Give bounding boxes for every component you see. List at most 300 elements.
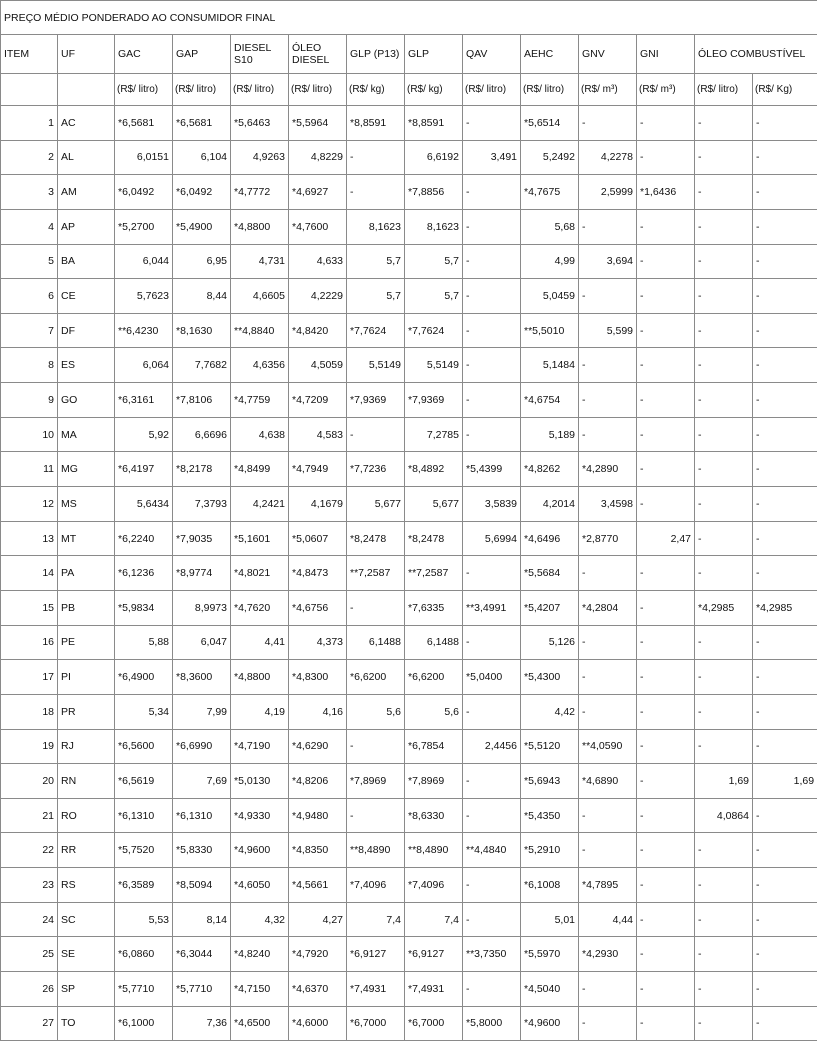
price-cell: *6,5619 bbox=[115, 764, 173, 799]
price-cell: - bbox=[579, 556, 637, 591]
table-row bbox=[1, 625, 817, 660]
price-cell: 5,6 bbox=[405, 694, 463, 729]
price-cell: - bbox=[463, 348, 521, 383]
price-cell: *4,6290 bbox=[289, 729, 347, 764]
price-cell: 6,1488 bbox=[347, 625, 405, 660]
price-cell: 4,583 bbox=[289, 417, 347, 452]
table-row bbox=[1, 106, 817, 141]
price-cell: *4,9600 bbox=[521, 1006, 579, 1041]
price-cell: 5,677 bbox=[405, 487, 463, 522]
price-cell: *7,4096 bbox=[347, 868, 405, 903]
price-cell: - bbox=[347, 140, 405, 175]
price-cell: - bbox=[463, 209, 521, 244]
price-cell: *6,6200 bbox=[405, 660, 463, 695]
price-cell: - bbox=[753, 417, 817, 452]
price-cell: - bbox=[637, 902, 695, 937]
price-cell: *4,6500 bbox=[231, 1006, 289, 1041]
table-row bbox=[1, 868, 817, 903]
price-cell: *5,0607 bbox=[289, 521, 347, 556]
price-cell: - bbox=[579, 279, 637, 314]
price-cell: - bbox=[695, 279, 753, 314]
price-cell: *6,1310 bbox=[173, 798, 231, 833]
price-cell: - bbox=[753, 798, 817, 833]
price-cell: 6,0151 bbox=[115, 140, 173, 175]
price-cell: *4,2804 bbox=[579, 590, 637, 625]
price-cell: - bbox=[753, 209, 817, 244]
price-cell: 7,36 bbox=[173, 1006, 231, 1041]
price-cell: 6,104 bbox=[173, 140, 231, 175]
price-cell: *6,6200 bbox=[347, 660, 405, 695]
price-cell: 6,6192 bbox=[405, 140, 463, 175]
uf-cell: TO bbox=[58, 1006, 115, 1041]
price-cell: - bbox=[695, 729, 753, 764]
price-cell: *5,1601 bbox=[231, 521, 289, 556]
price-cell: - bbox=[637, 487, 695, 522]
price-cell: - bbox=[347, 590, 405, 625]
price-cell: *4,9330 bbox=[231, 798, 289, 833]
price-cell: 8,1623 bbox=[347, 209, 405, 244]
price-cell: *6,3589 bbox=[115, 868, 173, 903]
uf-cell: PA bbox=[58, 556, 115, 591]
table-row bbox=[1, 521, 817, 556]
price-cell: - bbox=[695, 660, 753, 695]
table-row bbox=[1, 417, 817, 452]
header-aehc: AEHC bbox=[521, 35, 579, 74]
item-number: 18 bbox=[1, 694, 58, 729]
price-cell: *5,6514 bbox=[521, 106, 579, 141]
price-cell: - bbox=[637, 868, 695, 903]
price-cell: 5,6 bbox=[347, 694, 405, 729]
price-cell: - bbox=[463, 764, 521, 799]
unit-cell: (R$/ litro) bbox=[695, 74, 753, 106]
item-number: 23 bbox=[1, 868, 58, 903]
price-cell: *7,7624 bbox=[405, 313, 463, 348]
table-row bbox=[1, 937, 817, 972]
price-cell: - bbox=[637, 729, 695, 764]
price-cell: - bbox=[579, 417, 637, 452]
price-cell: *7,7624 bbox=[347, 313, 405, 348]
price-cell: *6,7000 bbox=[405, 1006, 463, 1041]
price-cell: *7,9369 bbox=[405, 383, 463, 418]
price-cell: - bbox=[637, 937, 695, 972]
price-cell: - bbox=[753, 868, 817, 903]
header-item: ITEM bbox=[1, 35, 58, 74]
unit-cell: (R$/ Kg) bbox=[753, 74, 817, 106]
price-cell: 6,044 bbox=[115, 244, 173, 279]
item-number: 1 bbox=[1, 106, 58, 141]
price-cell: - bbox=[637, 590, 695, 625]
item-number: 15 bbox=[1, 590, 58, 625]
price-cell: - bbox=[753, 452, 817, 487]
price-cell: *4,7209 bbox=[289, 383, 347, 418]
price-cell: *4,9600 bbox=[231, 833, 289, 868]
uf-cell: DF bbox=[58, 313, 115, 348]
price-cell: 8,9973 bbox=[173, 590, 231, 625]
price-cell: *8,6330 bbox=[405, 798, 463, 833]
price-cell: *6,0492 bbox=[173, 175, 231, 210]
unit-cell bbox=[1, 74, 58, 106]
header-oleo-combustivel: ÓLEO COMBUSTÍVEL bbox=[695, 35, 817, 74]
price-cell: - bbox=[753, 487, 817, 522]
price-cell: *4,7920 bbox=[289, 937, 347, 972]
price-cell: 7,4 bbox=[347, 902, 405, 937]
units-row bbox=[1, 74, 817, 106]
price-cell: *5,2910 bbox=[521, 833, 579, 868]
price-cell: - bbox=[579, 383, 637, 418]
uf-cell: CE bbox=[58, 279, 115, 314]
price-cell: *4,8262 bbox=[521, 452, 579, 487]
price-cell: *6,1000 bbox=[115, 1006, 173, 1041]
table-row bbox=[1, 487, 817, 522]
price-cell: *5,8000 bbox=[463, 1006, 521, 1041]
price-cell: *8,8591 bbox=[347, 106, 405, 141]
price-cell: *6,6990 bbox=[173, 729, 231, 764]
price-cell: - bbox=[637, 694, 695, 729]
price-cell: 4,2014 bbox=[521, 487, 579, 522]
price-cell: *4,6000 bbox=[289, 1006, 347, 1041]
price-cell: - bbox=[753, 972, 817, 1007]
header-gac: GAC bbox=[115, 35, 173, 74]
header-glp: GLP bbox=[405, 35, 463, 74]
price-cell: 5,189 bbox=[521, 417, 579, 452]
price-cell: *4,7759 bbox=[231, 383, 289, 418]
price-cell: 5,53 bbox=[115, 902, 173, 937]
price-cell: *6,2240 bbox=[115, 521, 173, 556]
table-row bbox=[1, 313, 817, 348]
price-cell: *4,6756 bbox=[289, 590, 347, 625]
unit-cell bbox=[58, 74, 115, 106]
price-cell: - bbox=[753, 244, 817, 279]
price-cell: - bbox=[463, 244, 521, 279]
price-cell: *7,8856 bbox=[405, 175, 463, 210]
price-cell: *6,1310 bbox=[115, 798, 173, 833]
price-cell: 3,694 bbox=[579, 244, 637, 279]
price-cell: **6,4230 bbox=[115, 313, 173, 348]
item-number: 19 bbox=[1, 729, 58, 764]
price-cell: - bbox=[695, 902, 753, 937]
uf-cell: AC bbox=[58, 106, 115, 141]
price-cell: - bbox=[463, 279, 521, 314]
price-cell: - bbox=[463, 625, 521, 660]
price-cell: *4,7895 bbox=[579, 868, 637, 903]
price-cell: - bbox=[579, 694, 637, 729]
price-cell: - bbox=[637, 556, 695, 591]
price-cell: *1,6436 bbox=[637, 175, 695, 210]
price-cell: *6,7000 bbox=[347, 1006, 405, 1041]
price-cell: *2,8770 bbox=[579, 521, 637, 556]
price-cell: - bbox=[463, 383, 521, 418]
price-cell: *4,8350 bbox=[289, 833, 347, 868]
price-cell: *4,8420 bbox=[289, 313, 347, 348]
unit-cell: (R$/ m³) bbox=[579, 74, 637, 106]
price-cell: 1,69 bbox=[753, 764, 817, 799]
price-cell: - bbox=[695, 140, 753, 175]
price-cell: 5,6994 bbox=[463, 521, 521, 556]
price-cell: - bbox=[695, 209, 753, 244]
price-cell: *7,8969 bbox=[347, 764, 405, 799]
price-cell: - bbox=[753, 694, 817, 729]
table-row bbox=[1, 556, 817, 591]
price-cell: *8,2178 bbox=[173, 452, 231, 487]
table-row bbox=[1, 833, 817, 868]
price-cell: *7,7236 bbox=[347, 452, 405, 487]
price-cell: *7,9369 bbox=[347, 383, 405, 418]
price-cell: 5,92 bbox=[115, 417, 173, 452]
price-cell: - bbox=[347, 798, 405, 833]
table-row bbox=[1, 694, 817, 729]
price-cell: 7,99 bbox=[173, 694, 231, 729]
price-cell: **8,4890 bbox=[347, 833, 405, 868]
price-cell: 8,44 bbox=[173, 279, 231, 314]
price-cell: - bbox=[753, 556, 817, 591]
unit-cell: (R$/ litro) bbox=[289, 74, 347, 106]
price-cell: *7,8969 bbox=[405, 764, 463, 799]
header-gap: GAP bbox=[173, 35, 231, 74]
price-cell: - bbox=[637, 244, 695, 279]
price-cell: 4,5059 bbox=[289, 348, 347, 383]
price-cell: 5,01 bbox=[521, 902, 579, 937]
price-cell: - bbox=[637, 383, 695, 418]
price-cell: 4,41 bbox=[231, 625, 289, 660]
table-row bbox=[1, 798, 817, 833]
price-cell: *4,8021 bbox=[231, 556, 289, 591]
price-cell: - bbox=[637, 833, 695, 868]
price-cell: *8,2478 bbox=[347, 521, 405, 556]
price-cell: *4,2930 bbox=[579, 937, 637, 972]
price-cell: 4,1679 bbox=[289, 487, 347, 522]
item-number: 22 bbox=[1, 833, 58, 868]
price-cell: 5,5149 bbox=[347, 348, 405, 383]
price-cell: - bbox=[579, 625, 637, 660]
price-cell: 7,2785 bbox=[405, 417, 463, 452]
price-cell: - bbox=[753, 902, 817, 937]
price-cell: *5,4207 bbox=[521, 590, 579, 625]
price-cell: - bbox=[753, 937, 817, 972]
price-cell: - bbox=[463, 972, 521, 1007]
price-cell: *7,4096 bbox=[405, 868, 463, 903]
price-cell: *4,8473 bbox=[289, 556, 347, 591]
header-qav: QAV bbox=[463, 35, 521, 74]
price-cell: - bbox=[579, 209, 637, 244]
price-cell: *4,9480 bbox=[289, 798, 347, 833]
price-cell: *4,8800 bbox=[231, 660, 289, 695]
uf-cell: MS bbox=[58, 487, 115, 522]
price-cell: - bbox=[695, 521, 753, 556]
price-cell: 4,373 bbox=[289, 625, 347, 660]
price-cell: - bbox=[579, 972, 637, 1007]
price-cell: - bbox=[753, 348, 817, 383]
price-cell: - bbox=[753, 313, 817, 348]
uf-cell: RO bbox=[58, 798, 115, 833]
price-cell: 5,7 bbox=[347, 279, 405, 314]
header-oleo-diesel: ÓLEO DIESEL bbox=[289, 35, 347, 74]
price-cell: 6,95 bbox=[173, 244, 231, 279]
price-cell: *4,7150 bbox=[231, 972, 289, 1007]
price-cell: *4,7600 bbox=[289, 209, 347, 244]
unit-cell: (R$/ litro) bbox=[173, 74, 231, 106]
uf-cell: RJ bbox=[58, 729, 115, 764]
price-cell: *5,4300 bbox=[521, 660, 579, 695]
price-cell: - bbox=[753, 660, 817, 695]
uf-cell: MT bbox=[58, 521, 115, 556]
price-cell: 5,88 bbox=[115, 625, 173, 660]
price-cell: - bbox=[637, 1006, 695, 1041]
item-number: 4 bbox=[1, 209, 58, 244]
item-number: 9 bbox=[1, 383, 58, 418]
price-cell: - bbox=[753, 140, 817, 175]
uf-cell: PB bbox=[58, 590, 115, 625]
price-cell: **8,4890 bbox=[405, 833, 463, 868]
price-cell: *4,2890 bbox=[579, 452, 637, 487]
price-cell: - bbox=[695, 313, 753, 348]
price-cell: *4,8240 bbox=[231, 937, 289, 972]
price-cell: - bbox=[579, 833, 637, 868]
price-cell: - bbox=[637, 625, 695, 660]
price-cell: - bbox=[753, 729, 817, 764]
price-cell: 2,4456 bbox=[463, 729, 521, 764]
price-cell: *7,4931 bbox=[347, 972, 405, 1007]
price-cell: - bbox=[695, 417, 753, 452]
price-cell: *4,6927 bbox=[289, 175, 347, 210]
uf-cell: PR bbox=[58, 694, 115, 729]
price-cell: *4,5040 bbox=[521, 972, 579, 1007]
price-cell: - bbox=[463, 798, 521, 833]
price-cell: 4,0864 bbox=[695, 798, 753, 833]
price-cell: *6,9127 bbox=[347, 937, 405, 972]
header-diesel-s10: DIESEL S10 bbox=[231, 35, 289, 74]
header-glp-p13: GLP (P13) bbox=[347, 35, 405, 74]
price-cell: - bbox=[579, 1006, 637, 1041]
price-cell: 4,9263 bbox=[231, 140, 289, 175]
price-cell: - bbox=[695, 625, 753, 660]
price-cell: 6,047 bbox=[173, 625, 231, 660]
uf-cell: MG bbox=[58, 452, 115, 487]
price-cell: *4,2985 bbox=[695, 590, 753, 625]
price-cell: - bbox=[579, 348, 637, 383]
price-cell: *4,6370 bbox=[289, 972, 347, 1007]
uf-cell: AL bbox=[58, 140, 115, 175]
price-cell: - bbox=[347, 729, 405, 764]
table-row bbox=[1, 348, 817, 383]
price-cell: - bbox=[753, 1006, 817, 1041]
price-cell: - bbox=[753, 833, 817, 868]
price-cell: *6,3044 bbox=[173, 937, 231, 972]
item-number: 25 bbox=[1, 937, 58, 972]
price-cell: *5,4900 bbox=[173, 209, 231, 244]
price-cell: 5,0459 bbox=[521, 279, 579, 314]
price-cell: *5,4350 bbox=[521, 798, 579, 833]
price-cell: 8,1623 bbox=[405, 209, 463, 244]
price-cell: *4,7190 bbox=[231, 729, 289, 764]
item-number: 7 bbox=[1, 313, 58, 348]
table-row bbox=[1, 383, 817, 418]
price-cell: *4,2985 bbox=[753, 590, 817, 625]
price-cell: *6,9127 bbox=[405, 937, 463, 972]
price-cell: - bbox=[579, 106, 637, 141]
price-cell: 4,6605 bbox=[231, 279, 289, 314]
price-cell: - bbox=[753, 175, 817, 210]
price-cell: *5,9834 bbox=[115, 590, 173, 625]
uf-cell: RN bbox=[58, 764, 115, 799]
price-cell: *8,4892 bbox=[405, 452, 463, 487]
price-cell: 4,2278 bbox=[579, 140, 637, 175]
price-cell: - bbox=[463, 556, 521, 591]
price-cell: 5,7 bbox=[347, 244, 405, 279]
item-number: 5 bbox=[1, 244, 58, 279]
table-row bbox=[1, 175, 817, 210]
price-cell: - bbox=[695, 348, 753, 383]
price-cell: 5,1484 bbox=[521, 348, 579, 383]
price-cell: *8,2478 bbox=[405, 521, 463, 556]
price-cell: - bbox=[463, 313, 521, 348]
uf-cell: PE bbox=[58, 625, 115, 660]
price-cell: 5,34 bbox=[115, 694, 173, 729]
price-cell: 6,6696 bbox=[173, 417, 231, 452]
item-number: 3 bbox=[1, 175, 58, 210]
unit-cell: (R$/ kg) bbox=[347, 74, 405, 106]
item-number: 14 bbox=[1, 556, 58, 591]
price-cell: *5,7520 bbox=[115, 833, 173, 868]
price-cell: 3,4598 bbox=[579, 487, 637, 522]
unit-cell: (R$/ litro) bbox=[521, 74, 579, 106]
price-cell: *5,5964 bbox=[289, 106, 347, 141]
price-cell: *5,4399 bbox=[463, 452, 521, 487]
price-cell: *5,5684 bbox=[521, 556, 579, 591]
price-cell: **3,7350 bbox=[463, 937, 521, 972]
price-cell: - bbox=[637, 417, 695, 452]
uf-cell: SC bbox=[58, 902, 115, 937]
price-cell: *6,0860 bbox=[115, 937, 173, 972]
price-cell: - bbox=[695, 1006, 753, 1041]
price-cell: - bbox=[695, 175, 753, 210]
price-cell: *4,8300 bbox=[289, 660, 347, 695]
price-cell: - bbox=[695, 383, 753, 418]
price-cell: **4,4840 bbox=[463, 833, 521, 868]
price-cell: - bbox=[637, 972, 695, 1007]
price-cell: - bbox=[637, 209, 695, 244]
price-cell: 5,677 bbox=[347, 487, 405, 522]
price-cell: - bbox=[695, 868, 753, 903]
price-cell: - bbox=[695, 833, 753, 868]
price-cell: 4,731 bbox=[231, 244, 289, 279]
table-row bbox=[1, 279, 817, 314]
table-row bbox=[1, 1006, 817, 1041]
price-cell: 7,3793 bbox=[173, 487, 231, 522]
table-row bbox=[1, 764, 817, 799]
price-cell: **3,4991 bbox=[463, 590, 521, 625]
price-cell: 5,5149 bbox=[405, 348, 463, 383]
price-cell: 5,599 bbox=[579, 313, 637, 348]
price-cell: - bbox=[637, 452, 695, 487]
uf-cell: SE bbox=[58, 937, 115, 972]
table-row bbox=[1, 660, 817, 695]
price-cell: 5,2492 bbox=[521, 140, 579, 175]
price-cell: *4,7620 bbox=[231, 590, 289, 625]
uf-cell: PI bbox=[58, 660, 115, 695]
price-cell: *5,0130 bbox=[231, 764, 289, 799]
price-cell: - bbox=[637, 313, 695, 348]
price-cell: *5,2700 bbox=[115, 209, 173, 244]
uf-cell: ES bbox=[58, 348, 115, 383]
price-cell: 4,16 bbox=[289, 694, 347, 729]
price-cell: *6,3161 bbox=[115, 383, 173, 418]
price-cell: - bbox=[637, 106, 695, 141]
price-cell: 7,7682 bbox=[173, 348, 231, 383]
price-cell: **4,0590 bbox=[579, 729, 637, 764]
price-cell: 4,42 bbox=[521, 694, 579, 729]
price-cell: - bbox=[753, 106, 817, 141]
uf-cell: MA bbox=[58, 417, 115, 452]
